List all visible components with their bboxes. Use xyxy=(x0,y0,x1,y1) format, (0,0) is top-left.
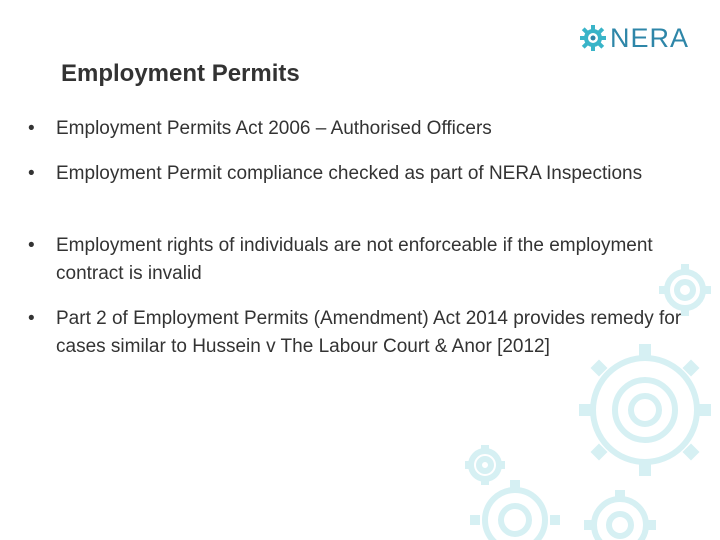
bullet-item xyxy=(28,305,688,361)
bullet-marker: • xyxy=(28,118,35,139)
bullet-marker: • xyxy=(28,163,35,184)
gear-watermark-icon xyxy=(440,250,720,540)
bullet-item xyxy=(28,115,688,143)
logo-text: NERA xyxy=(610,23,690,53)
bullet-text: Part 2 of Employment Permits (Amendment) Act 2014 provides remedy for cases similar to Hussein v The Labour Court & Anor [2012] xyxy=(56,308,682,357)
slide-title: Employment Permits xyxy=(61,60,300,87)
bullet-text: Employment rights of individuals are not enforceable if the employment contract is invalid xyxy=(56,235,653,284)
bullet-marker: • xyxy=(28,235,35,256)
bullet-marker: • xyxy=(28,308,35,329)
nera-logo xyxy=(580,22,689,54)
gear-icon xyxy=(580,25,606,51)
bullet-item xyxy=(28,232,688,288)
bullet-text: Employment Permit compliance checked as part of NERA Inspections xyxy=(56,163,643,184)
bullet-text: Employment Permits Act 2006 – Authorised Officers xyxy=(56,118,492,139)
bullet-item xyxy=(28,160,688,188)
